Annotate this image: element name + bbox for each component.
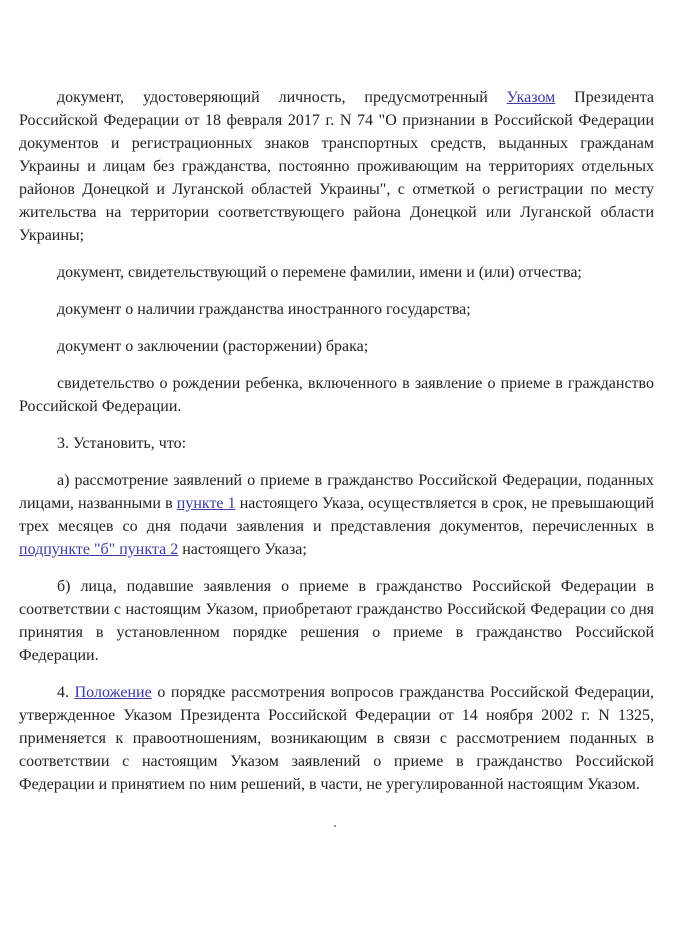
link-punkt-1[interactable]: пункте 1 (176, 495, 236, 512)
paragraph-3b: б) лица, подавшие заявления о приеме в гражданство Российской Федерации в соответствии с настоящим Указом, приобретают гражданство Российской Федерации со дня принятия в установленном порядке решения о приеме в гражданство Российской Федерации. (19, 578, 654, 664)
paragraph-marriage: документ о заключении (расторжении) брака; (57, 338, 369, 355)
paragraph-identity-document (19, 86, 654, 247)
document-body (19, 86, 654, 810)
text: о порядке рассмотрения вопросов гражданства Российской Федерации, утвержденное Указом Президента Российской Федерации от 14 ноября 2002 г. N 1325, применяется к правоотношениям, возникающим в связи с рассмотрением поданных в соответствии с настоящим Указом заявлений о приеме в гражданство Российской Федерации и принятием по ним решений, в части, не урегулированной настоящим Указом. (19, 684, 654, 793)
paragraph-name-change: документ, свидетельствующий о перемене фамилии, имени и (или) отчества; (57, 264, 582, 281)
paragraph-foreign-citizenship: документ о наличии гражданства иностранного государства; (57, 301, 471, 318)
link-podpunkt-b-punkt-2[interactable]: подпункте "б" пункта 2 (19, 541, 179, 558)
paragraph-3a (19, 469, 654, 561)
paragraph-birth-certificate: свидетельство о рождении ребенка, включенного в заявление о приеме в гражданство Российской Федерации. (19, 375, 654, 415)
link-ukaz[interactable]: Указом (506, 89, 556, 106)
text: настоящего Указа; (178, 541, 307, 558)
text: настоящего Указа, осуществляется в срок, не превышающий трех месяцев со дня подачи заявления и представления документов, перечисленных в (19, 495, 655, 535)
text: документ, удостоверяющий личность, предусмотренный (57, 89, 507, 106)
paragraph-section-4 (19, 681, 654, 796)
text: 4. (57, 684, 75, 701)
page-mark (334, 825, 336, 827)
link-polozhenie[interactable]: Положение (74, 684, 152, 701)
text: а) рассмотрение заявлений о приеме в гражданство Российской Федерации, поданных лицами, названными в (19, 472, 654, 512)
paragraph-section-3: 3. Установить, что: (57, 435, 187, 452)
text: Президента Российской Федерации от 18 февраля 2017 г. N 74 "О признании в Российской Федерации документов и регистрационных знаков транспортных средств, выданных гражданам Украины и лицам без гражданства, постоянно проживающим на территориях отдельных районов Донецкой и Луганской областей Украины", с отметкой о регистрации по месту жительства на территории соответствующего района Донецкой или Луганской области Украины; (19, 89, 655, 244)
